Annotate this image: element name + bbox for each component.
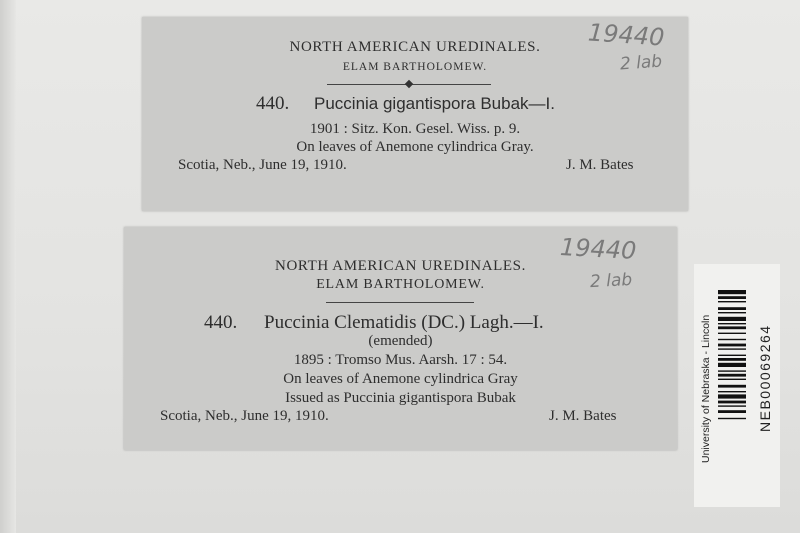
divider-ornament [405,80,413,88]
barcode-stripe [718,405,746,406]
emended-note: (emended) [368,333,433,349]
species-name: Puccinia gigantispora Bubak—I. [314,94,555,113]
label-number: 440. [256,93,290,114]
barcode-stripe [718,312,746,313]
barcode-stripe [718,363,746,367]
citation: 1901 : Sitz. Kon. Gesel. Wiss. p. 9. [309,121,521,137]
barcode-stripe [718,333,746,334]
host: On leaves of Anemone cylindrica Gray. [296,139,534,155]
barcode-stripe [718,379,746,380]
institution-name: University of Nebraska - Lincoln [700,314,712,463]
divider-rule [326,302,474,303]
collector: J. M. Bates [566,157,634,173]
label-header: NORTH AMERICAN UREDINALES. [275,258,526,274]
barcode-stripe [718,410,746,413]
species-name: Puccinia Clematidis (DC.) Lagh.—I. [264,312,544,333]
handwritten-note: 2 lab [619,51,663,75]
sheet-edge [0,0,16,533]
label-author: ELAM BARTHOLOMEW. [342,61,488,73]
barcode-stripe [718,374,746,377]
barcode-stripe [718,355,746,356]
barcode-stripe [718,348,746,349]
barcode-stripe [718,339,746,340]
label-author: ELAM BARTHOLOMEW. [316,277,485,292]
barcode-icon [718,290,746,498]
collector: J. M. Bates [549,408,617,424]
barcode-stripe [718,301,746,302]
barcode-stripe [718,317,746,321]
barcode-stripe [718,296,746,299]
barcode-stripe [718,358,746,361]
host: On leaves of Anemone cylindrica Gray [283,371,518,387]
barcode-stripe [718,418,746,419]
barcode-stripe [718,344,746,347]
barcode-stripe [718,290,746,294]
issued-as: Issued as Puccinia gigantispora Bubak [285,390,516,406]
label-header: NORTH AMERICAN UREDINALES. [289,39,541,55]
barcode-stripe [718,307,746,310]
specimen-label-top [142,17,688,211]
handwritten-note: 2 lab [589,269,633,293]
handwritten-accession-number: 19440 [587,18,666,52]
label-number: 440. [204,312,238,333]
barcode-number: NEB00069264 [757,324,773,432]
barcode-stripe [718,391,746,392]
citation: 1895 : Tromso Mus. Aarsh. 17 : 54. [293,352,508,368]
barcode-stripe [718,394,746,398]
barcode-stripe [718,385,746,388]
barcode-stripe [718,401,746,404]
handwritten-accession-number: 19440 [559,233,638,265]
barcode-stripe [718,323,746,324]
barcode-stripe [718,370,746,371]
specimen-label-bottom [124,227,677,450]
locality: Scotia, Neb., June 19, 1910. [160,408,329,424]
locality: Scotia, Neb., June 19, 1910. [178,157,347,173]
barcode-stripe [718,326,746,329]
